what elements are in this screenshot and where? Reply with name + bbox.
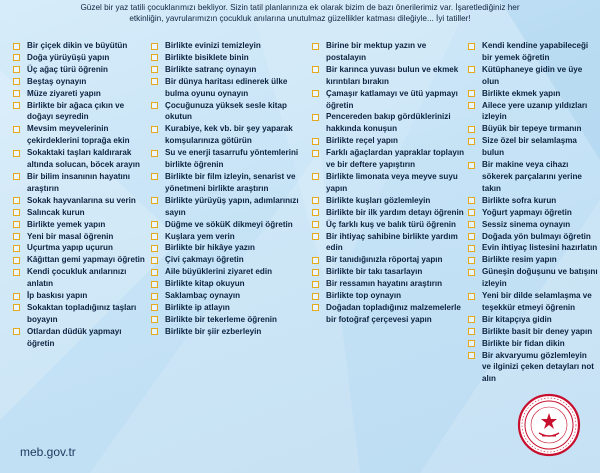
checklist-item[interactable]: İp baskısı yapın: [13, 290, 151, 302]
activity-column-2: [151, 40, 312, 440]
activity-column-3: [312, 40, 468, 440]
checklist-item[interactable]: Bir bilim insanının hayatını araştırın: [13, 171, 151, 195]
checklist-item[interactable]: Bir akvaryumu gözlemleyin ve ilginizi çeken detayları not alın: [468, 350, 598, 386]
checklist-item[interactable]: Farklı ağaçlardan yapraklar toplayın ve bir deftere yapıştırın: [312, 147, 468, 171]
checklist-item[interactable]: Birlikte limonata veya meyve suyu yapın: [312, 171, 468, 195]
checklist-item[interactable]: Pencereden bakıp gördüklerinizi hakkında konuşun: [312, 111, 468, 135]
checklist-item[interactable]: Üç farklı kuş ve balık türü öğrenin: [312, 219, 468, 231]
checklist-item[interactable]: Birlikte satranç oynayın: [151, 64, 312, 76]
checklist-item[interactable]: Otlardan düdük yapmayı öğretin: [13, 326, 151, 350]
checklist-item[interactable]: Birlikte bir tekerleme öğrenin: [151, 314, 312, 326]
checklist-item[interactable]: Birlikte top oynayın: [312, 290, 468, 302]
checklist-item[interactable]: Sessiz sinema oynayın: [468, 219, 598, 231]
checklist-item[interactable]: Doğa yürüyüşü yapın: [13, 52, 151, 64]
checklist-item[interactable]: Sokak hayvanlarına su verin: [13, 195, 151, 207]
checklist-item[interactable]: Birlikte yemek yapın: [13, 219, 151, 231]
checklist-item[interactable]: Müze ziyareti yapın: [13, 88, 151, 100]
checklist-item[interactable]: Birlikte bir ilk yardım detayı öğrenin: [312, 207, 468, 219]
checklist-item[interactable]: Birlikte yürüyüş yapın, adımlarınızı sayın: [151, 195, 312, 219]
checklist-item[interactable]: Doğadan topladığınız malzemelerle bir fotoğraf çerçevesi yapın: [312, 302, 468, 326]
checklist-item[interactable]: Birine bir mektup yazın ve postalayın: [312, 40, 468, 64]
checklist-item[interactable]: Yeni bir masal öğrenin: [13, 231, 151, 243]
intro-text: [20, 3, 580, 24]
checklist-item[interactable]: Doğada yön bulmayı öğretin: [468, 231, 598, 243]
checklist-item[interactable]: Kendi kendine yapabileceği bir yemek öğretin: [468, 40, 598, 64]
checklist-item[interactable]: Sokaktan topladığınız taşları boyayın: [13, 302, 151, 326]
checklist-item[interactable]: Beştaş oynayın: [13, 76, 151, 88]
checklist-item[interactable]: Sokaktaki taşları kaldırarak altında solucan, böcek arayın: [13, 147, 151, 171]
checklist-item[interactable]: Bir karınca yuvası bulun ve ekmek kırıntıları bırakın: [312, 64, 468, 88]
checklist-item[interactable]: Bir ihtiyaç sahibine birlikte yardım edin: [312, 231, 468, 255]
intro-line-2: etkinliğin, yavrularımızın çocukluk anılarına unutulmaz güzellikler katması dileğiyle... İyi tatiller!: [129, 13, 471, 23]
activity-column-1: [13, 40, 151, 440]
checklist-item[interactable]: Çivi çakmayı öğretin: [151, 254, 312, 266]
checklist-item[interactable]: Birlikte bir film izleyin, senarist ve yönetmeni birlikte araştırın: [151, 171, 312, 195]
checklist-item[interactable]: Bir tanıdığınızla röportaj yapın: [312, 254, 468, 266]
checklist-item[interactable]: Birlikte bisiklete binin: [151, 52, 312, 64]
footer-url[interactable]: meb.gov.tr: [20, 445, 76, 459]
checklist-item[interactable]: Yeni bir dilde selamlaşma ve teşekkür etmeyi öğrenin: [468, 290, 598, 314]
checklist-item[interactable]: Evin ihtiyaç listesini hazırlatın: [468, 242, 598, 254]
checklist-item[interactable]: Bir ressamın hayatını araştırın: [312, 278, 468, 290]
checklist-item[interactable]: Bir makine veya cihazı sökerek parçalarını yerine takın: [468, 159, 598, 195]
checklist-item[interactable]: Size özel bir selamlaşma bulun: [468, 135, 598, 159]
checklist-item[interactable]: Kâğıttan gemi yapmayı öğretin: [13, 254, 151, 266]
checklist-item[interactable]: Düğme ve söküK dikmeyi öğretin: [151, 219, 312, 231]
checklist-item[interactable]: Birlikte ip atlayın: [151, 302, 312, 314]
checklist-item[interactable]: Birlikte bir ağaca çıkın ve doğayı seyredin: [13, 100, 151, 124]
checklist-item[interactable]: Birlikte bir hikâye yazın: [151, 242, 312, 254]
checklist-item[interactable]: Birlikte bir şiir ezberleyin: [151, 326, 312, 338]
checklist-item[interactable]: Kurabiye, kek vb. bir şey yaparak komşularınıza götürün: [151, 123, 312, 147]
activity-columns: [13, 40, 598, 440]
checklist-item[interactable]: Üç ağaç türü öğrenin: [13, 64, 151, 76]
checklist-item[interactable]: Salıncak kurun: [13, 207, 151, 219]
checklist-item[interactable]: Çamaşır katlamayı ve ütü yapmayı öğretin: [312, 88, 468, 112]
checklist-item[interactable]: Güneşin doğuşunu ve batışını izleyin: [468, 266, 598, 290]
ministry-seal-logo: [517, 393, 581, 457]
checklist-item[interactable]: Uçurtma yapıp uçurun: [13, 242, 151, 254]
checklist-item[interactable]: Birlikte sofra kurun: [468, 195, 598, 207]
checklist-item[interactable]: Su ve enerji tasarrufu yöntemlerini birlikte öğrenin: [151, 147, 312, 171]
checklist-item[interactable]: Aile büyüklerini ziyaret edin: [151, 266, 312, 278]
checklist-item[interactable]: Birlikte bir fidan dikin: [468, 338, 598, 350]
checklist-item[interactable]: Birlikte resim yapın: [468, 254, 598, 266]
checklist-item[interactable]: Birlikte evinizi temizleyin: [151, 40, 312, 52]
activity-column-4: [468, 40, 598, 440]
intro-line-1: Güzel bir yaz tatili çocuklarımızı bekliyor. Sizin tatil planlarınıza ek olarak bizim de bazı önerilerimiz var. İşaretlediğiniz her: [80, 3, 520, 12]
checklist-item[interactable]: Ailece yere uzanıp yıldızları izleyin: [468, 100, 598, 124]
checklist-item[interactable]: Mevsim meyvelerinin çekirdeklerini toprağa ekin: [13, 123, 151, 147]
checklist-item[interactable]: Çocuğunuza yüksek sesle kitap okutun: [151, 100, 312, 124]
checklist-item[interactable]: Birlikte kuşları gözlemleyin: [312, 195, 468, 207]
checklist-item[interactable]: Bir kitapçıya gidin: [468, 314, 598, 326]
checklist-item[interactable]: Bir dünya haritası edinerek ülke bulma oyunu oynayın: [151, 76, 312, 100]
checklist-item[interactable]: Yoğurt yapmayı öğretin: [468, 207, 598, 219]
checklist-item[interactable]: Birlikte kitap okuyun: [151, 278, 312, 290]
checklist-item[interactable]: Birlikte bir takı tasarlayın: [312, 266, 468, 278]
checklist-item[interactable]: Kuşlara yem verin: [151, 231, 312, 243]
checklist-item[interactable]: Saklambaç oynayın: [151, 290, 312, 302]
checklist-item[interactable]: Kütüphaneye gidin ve üye olun: [468, 64, 598, 88]
checklist-item[interactable]: Birlikte basit bir deney yapın: [468, 326, 598, 338]
checklist-item[interactable]: Birlikte ekmek yapın: [468, 88, 598, 100]
checklist-item[interactable]: Birlikte reçel yapın: [312, 135, 468, 147]
checklist-item[interactable]: Bir çiçek dikin ve büyütün: [13, 40, 151, 52]
checklist-item[interactable]: Kendi çocukluk anılarınızı anlatın: [13, 266, 151, 290]
checklist-item[interactable]: Büyük bir tepeye tırmanın: [468, 123, 598, 135]
